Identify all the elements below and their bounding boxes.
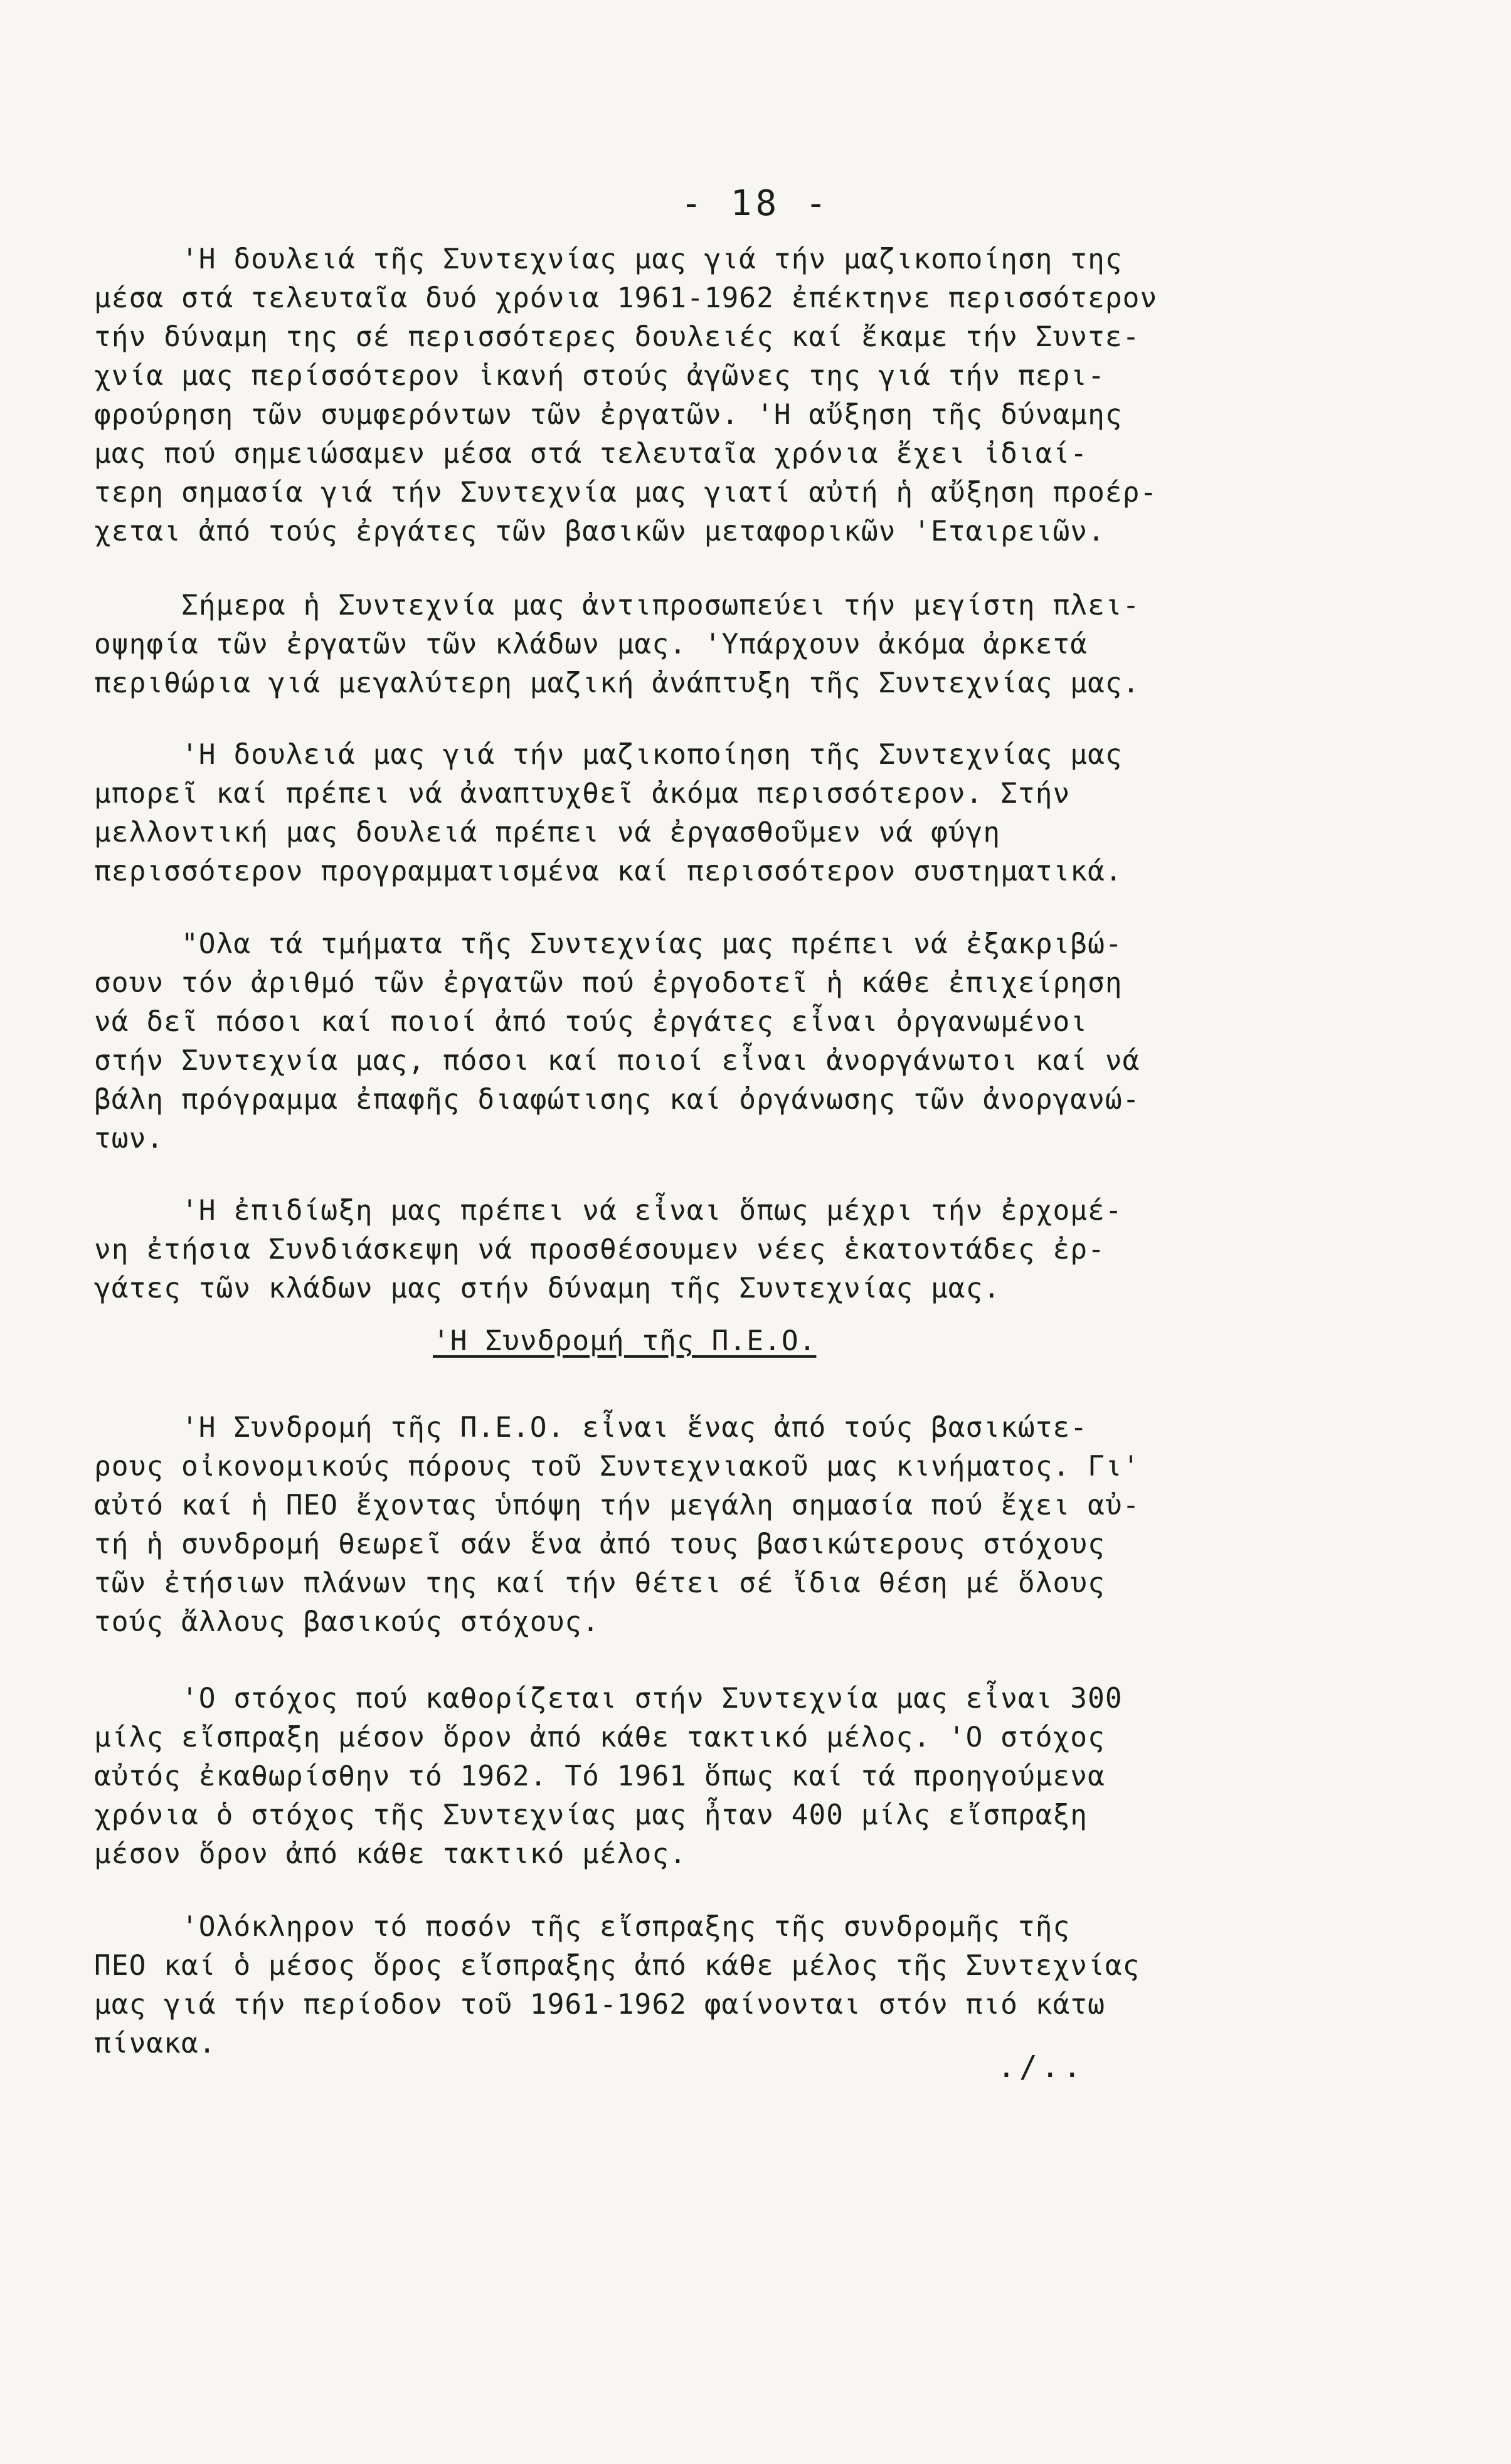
text-line: 'Η δουλειά τῆς Συντεχνίας μας γιά τήν μαζικοποίηση της (94, 243, 1123, 275)
text-line: χρόνια ὁ στόχος τῆς Συντεχνίας μας ἦταν 400 μίλς εἴσπραξη (94, 1799, 1088, 1831)
text-line: Σήμερα ἡ Συντεχνία μας ἀντιπροσωπεύει τήν μεγίστη πλει- (94, 590, 1140, 621)
page-number: - 18 - (681, 183, 830, 224)
text-line: τῶν ἐτήσιων πλάνων της καί τήν θέτει σέ ἴδια θέση μέ ὅλους (94, 1567, 1105, 1599)
continuation-mark: ./.. (997, 2049, 1085, 2085)
text-line: 'Η ἐπιδίωξη μας πρέπει νά εἶναι ὅπως μέχρι τήν ἐρχομέ- (94, 1195, 1123, 1227)
text-line: ρους οἰκονομικούς πόρους τοῦ Συντεχνιακοῦ μας κινήματος. Γι' (94, 1451, 1140, 1483)
text-line: "Ολα τά τμήματα τῆς Συντεχνίας μας πρέπει νά ἐξακριβώ- (94, 928, 1123, 960)
text-line: φρούρηση τῶν συμφερόντων τῶν ἐργατῶν. 'Η αὔξηση τῆς δύναμης (94, 399, 1123, 431)
paragraph-2 (94, 586, 1261, 703)
text-line: νη ἐτήσια Συνδιάσκεψη νά προσθέσουμεν νέες ἑκατοντάδες ἐρ- (94, 1234, 1105, 1266)
text-line: μίλς εἴσπραξη μέσον ὅρον ἀπό κάθε τακτικό μέλος. 'Ο στόχος (94, 1721, 1105, 1753)
text-line: ΠΕΟ καί ὁ μέσος ὅρος εἴσπραξης ἀπό κάθε μέλος τῆς Συντεχνίας (94, 1950, 1140, 1982)
text-line: περιθώρια γιά μεγαλύτερη μαζική ἀνάπτυξη τῆς Συντεχνίας μας. (94, 667, 1140, 699)
text-line: τερη σημασία γιά τήν Συντεχνία μας γιατί αὐτή ἡ αὔξηση προέρ- (94, 477, 1158, 509)
text-line: μέσον ὅρον ἀπό κάθε τακτικό μέλος. (94, 1838, 687, 1870)
paragraph-5 (94, 1192, 1261, 1308)
text-line: τή ἡ συνδρομή θεωρεῖ σάν ἕνα ἀπό τους βασικώτερους στόχους (94, 1528, 1105, 1560)
paragraph-4 (94, 925, 1261, 1158)
section-heading: 'Η Συνδρομή τῆς Π.Ε.Ο. (433, 1325, 817, 1357)
text-line: πίνακα. (94, 2028, 216, 2060)
text-line: στήν Συντεχνία μας, πόσοι καί ποιοί εἶναι ἀνοργάνωτοι καί νά (94, 1045, 1140, 1077)
text-line: 'Ο στόχος πού καθορίζεται στήν Συντεχνία μας εἶναι 300 (94, 1683, 1123, 1715)
text-line: γάτες τῶν κλάδων μας στήν δύναμη τῆς Συντεχνίας μας. (94, 1272, 1001, 1304)
text-line: χεται ἀπό τούς ἐργάτες τῶν βασικῶν μεταφορικῶν 'Εταιρειῶν. (94, 516, 1105, 547)
text-line: σουν τόν ἀριθμό τῶν ἐργατῶν πού ἐργοδοτεῖ ἡ κάθε ἐπιχείρηση (94, 967, 1123, 999)
text-line: αὐτός ἐκαθωρίσθην τό 1962. Τό 1961 ὅπως καί τά προηγούμενα (94, 1760, 1105, 1792)
text-line: τούς ἄλλους βασικούς στόχους. (94, 1606, 600, 1638)
text-line: μας πού σημειώσαμεν μέσα στά τελευταῖα χρόνια ἔχει ἰδιαί- (94, 438, 1088, 470)
text-line: χνία μας περίσσότερον ἱκανή στούς ἀγῶνες της γιά τήν περι- (94, 360, 1105, 392)
paragraph-8 (94, 1908, 1261, 2063)
text-line: αὐτό καί ἡ ΠΕΟ ἔχοντας ὑπόψη τήν μεγάλη σημασία πού ἔχει αὐ- (94, 1489, 1140, 1521)
text-line: των. (94, 1123, 164, 1155)
text-line: βάλη πρόγραμμα ἐπαφῆς διαφώτισης καί ὀργάνωσης τῶν ἀνοργανώ- (94, 1084, 1140, 1116)
text-line: μπορεῖ καί πρέπει νά ἀναπτυχθεῖ ἀκόμα περισσότερον. Στήν (94, 778, 1071, 810)
text-line: μέσα στά τελευταῖα δυό χρόνια 1961-1962 ἐπέκτηνε περισσότερον (94, 282, 1158, 314)
text-line: περισσότερον προγραμματισμένα καί περισσότερον συστηματικά. (94, 855, 1123, 887)
text-line: 'Η Συνδρομή τῆς Π.Ε.Ο. εἶναι ἕνας ἀπό τούς βασικώτε- (94, 1412, 1088, 1444)
paragraph-1 (94, 240, 1261, 551)
text-line: νά δεῖ πόσοι καί ποιοί ἀπό τούς ἐργάτες εἶναι ὀργανωμένοι (94, 1006, 1088, 1038)
paragraph-7 (94, 1679, 1261, 1874)
text-line: 'Ολόκληρον τό ποσόν τῆς εἴσπραξης τῆς συνδρομῆς τῆς (94, 1911, 1071, 1943)
text-line: μελλοντική μας δουλειά πρέπει νά ἐργασθοῦμεν νά φύγη (94, 817, 1001, 849)
text-line: 'Η δουλειά μας γιά τήν μαζικοποίηση τῆς Συντεχνίας μας (94, 739, 1123, 771)
paragraph-6 (94, 1409, 1261, 1642)
paragraph-3 (94, 736, 1261, 891)
text-line: τήν δύναμη της σέ περισσότερες δουλειές καί ἔκαμε τήν Συντε- (94, 321, 1140, 353)
text-line: οψηφία τῶν ἐργατῶν τῶν κλάδων μας. 'Υπάρχουν ἀκόμα ἀρκετά (94, 628, 1088, 660)
text-line: μας γιά τήν περίοδον τοῦ 1961-1962 φαίνονται στόν πιό κάτω (94, 1989, 1105, 2021)
